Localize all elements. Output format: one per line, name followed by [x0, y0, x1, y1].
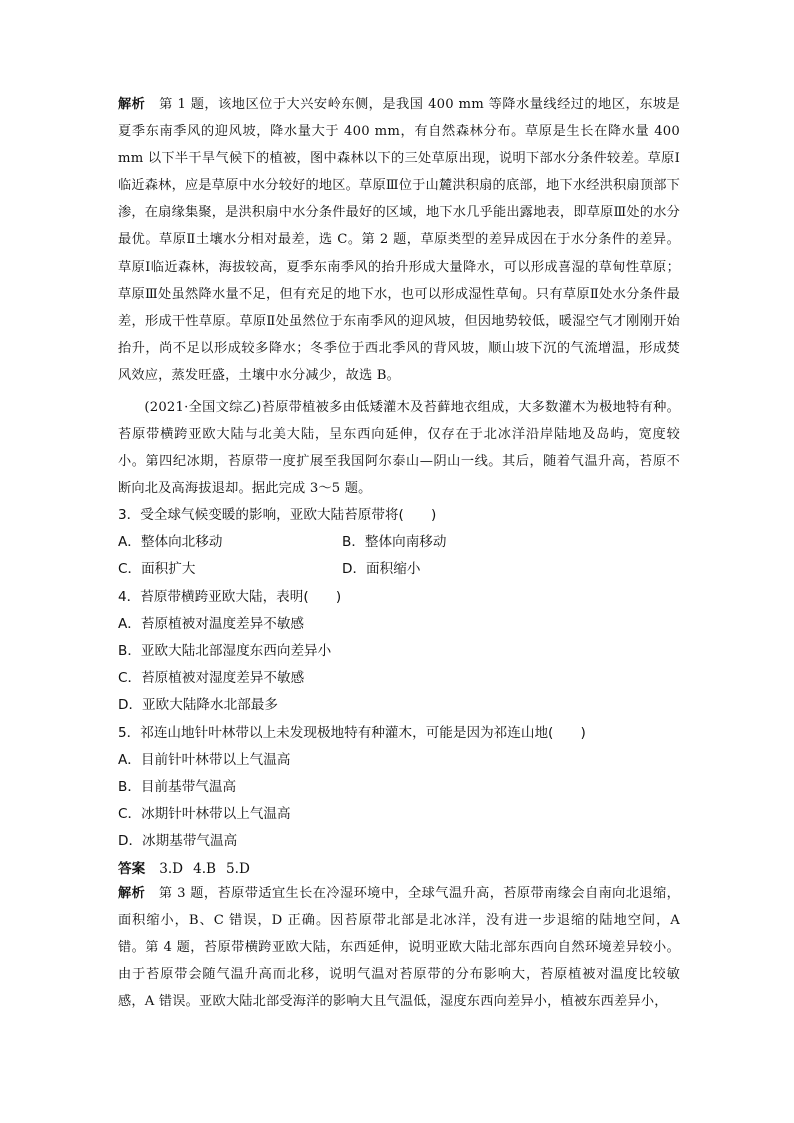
- option: A．目前针叶林带以上气温高: [118, 751, 291, 768]
- option: A．整体向北移动: [118, 534, 223, 551]
- question-stem: 3．受全球气候变暖的影响，亚欧大陆苔原带将( ): [118, 507, 437, 523]
- answer-item: 4.B: [193, 860, 217, 877]
- answer-label: 答案: [118, 860, 146, 877]
- option: D．亚欧大陆降水北部最多: [118, 697, 278, 714]
- option: C．面积扩大: [118, 561, 196, 578]
- answer-item: 5.D: [226, 860, 250, 877]
- option: C．苔原植被对湿度差异不敏感: [118, 670, 305, 687]
- analysis-paragraph-1: [118, 91, 680, 389]
- option: A．苔原植被对温度差异不敏感: [118, 615, 305, 632]
- answer-item: 3.D: [159, 860, 184, 877]
- option: C．冰期针叶林带以上气温高: [118, 806, 291, 823]
- material-paragraph: [118, 394, 680, 502]
- option: D．冰期基带气温高: [118, 833, 238, 850]
- option: D．面积缩小: [342, 561, 421, 578]
- analysis-label: 解析: [118, 886, 146, 901]
- question-stem: 5．祁连山地针叶林带以上未发现极地特有种灌木，可能是因为祁连山地( ): [118, 724, 586, 741]
- analysis-text: 第 1 题，该地区位于大兴安岭东侧，是我国 400 mm 等降水量线经过的地区，东坡是夏季东南季风的迎风坡，降水量大于 400 mm，有自然森林分布。草原是生长在降水量 400 mm 以下半干旱气候下的植被，图中森林以下的三处草原出现，说明下部水分条件较差。草原Ⅰ临近森林，应是草原中水分较好的地区。草原Ⅲ位于山麓洪积扇的底部，地下水经洪积扇顶部下渗，在扇缘集聚，是洪积扇中水分条件最好的区域，地下水几乎能出露地表，即草原Ⅲ处的水分最优。草原Ⅱ土壤水分相对最差，选 C。第 2 题，草原类型的差异成因在于水分条件的差异。草原Ⅰ临近森林，海拔较高，夏季东南季风的抬升形成大量降水，可以形成喜湿的草甸性草原；草原Ⅲ处虽然降水量不足，但有充足的地下水，也可以形成湿性草甸。只有草原Ⅱ处水分条件最差，形成干性草原。草原Ⅱ处虽然位于东南季风的迎风坡，但因地势较低，暖湿空气才刚刚开始抬升，尚不足以形成较多降水；冬季位于西北季风的背风坡，顺山坡下沉的气流增温，形成焚风效应，蒸发旺盛，土壤中水分减少，故选 B。: [118, 97, 680, 383]
- option: B．目前基带气温高: [118, 779, 237, 796]
- option: B．亚欧大陆北部湿度东西向差异小: [118, 643, 332, 660]
- option-row: [118, 556, 680, 583]
- option: B．整体向南移动: [342, 534, 447, 551]
- question-list: [118, 502, 680, 883]
- analysis-label: 解析: [118, 97, 146, 112]
- analysis-text: 第 3 题，苔原带适宜生长在冷湿环境中，全球气温升高，苔原带南缘会自南向北退缩，面积缩小，B、C 错误，D 正确。因苔原带北部是北冰洋，没有进一步退缩的陆地空间，A 错。第 4 题，苔原带横跨亚欧大陆，东西延伸，说明亚欧大陆北部东西向自然环境差异较小。由于苔原带会随气温升高而北移，说明气温对苔原带的分布影响大，苔原植被对温度比较敏感，A 错误。亚欧大陆北部受海洋的影响大且气温低，湿度东西向差异小，植被东西差异小，: [118, 886, 681, 1010]
- material-text: (2021·全国文综乙)苔原带植被多由低矮灌木及苔藓地衣组成，大多数灌木为极地特有种。苔原带横跨亚欧大陆与北美大陆，呈东西向延伸，仅存在于北冰洋沿岸陆地及岛屿，宽度较小。第四纪冰期，苔原带一度扩展至我国阿尔泰山—阴山一线。其后，随着气温升高，苔原不断向北及高海拔退却。据此完成 3～5 题。: [118, 400, 680, 497]
- question-stem: 4．苔原带横跨亚欧大陆，表明( ): [118, 588, 342, 605]
- analysis-paragraph-2: [118, 880, 680, 1015]
- option-row: [118, 529, 680, 556]
- answer-line: [118, 856, 680, 883]
